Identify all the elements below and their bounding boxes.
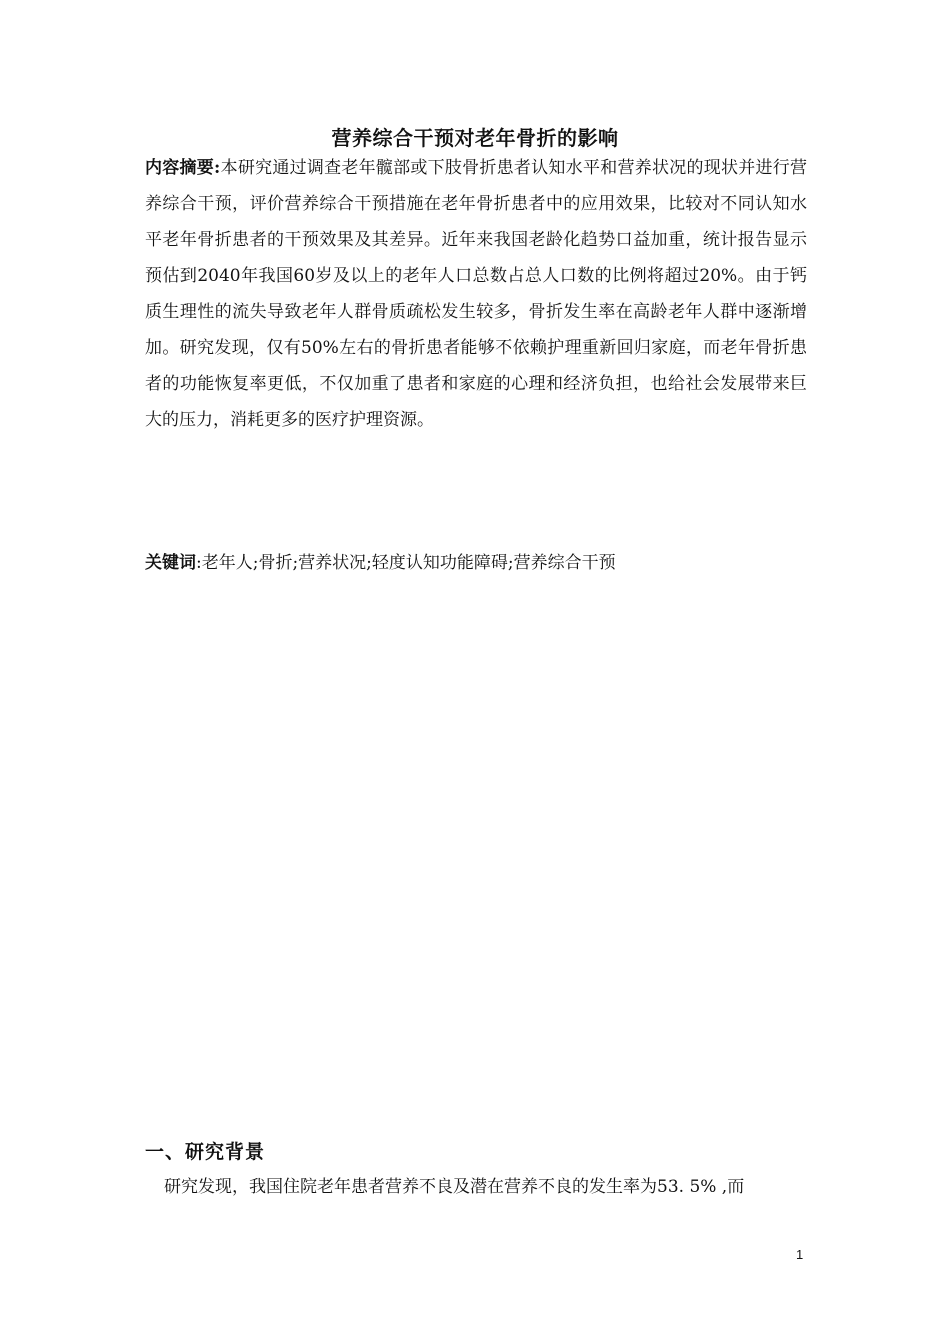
keywords-line bbox=[145, 545, 807, 581]
section-heading: 一、研究背景 bbox=[145, 1141, 266, 1163]
keywords-text: :老年人;骨折;营养状况;轻度认知功能障碍;营养综合干预 bbox=[196, 553, 616, 573]
keywords-label: 关键词 bbox=[145, 553, 196, 573]
abstract-paragraph bbox=[145, 150, 807, 438]
page-number: 1 bbox=[796, 1247, 804, 1262]
abstract-text: 本研究通过调查老年髋部或下肢骨折患者认知水平和营养状况的现状并进行营养综合干预，评价营养综合干预措施在老年骨折患者中的应用效果，比较对不同认知水平老年骨折患者的干预效果及其差异。近年来我国老龄化趋势口益加重，统计报告显示预估到2040年我国60岁及以上的老年人口总数占总人口数的比例将超过20%。由于钙质生理性的流失导致老年人群骨质疏松发生较多，骨折发生率在高龄老年人群中逐渐增加。研究发现，仅有50%左右的骨折患者能够不依赖护理重新回归家庭，而老年骨折患者的功能恢复率更低，不仅加重了患者和家庭的心理和经济负担，也给社会发展带来巨大的压力，消耗更多的医疗护理资源。 bbox=[145, 158, 808, 430]
abstract-separator: : bbox=[214, 158, 221, 178]
document-title: 营养综合干预对老年骨折的影响 bbox=[331, 126, 619, 150]
abstract-label: 内容摘要 bbox=[145, 158, 215, 178]
section-body-text: 研究发现，我国住院老年患者营养不良及潜在营养不良的发生率为53. 5% ,而 bbox=[164, 1177, 745, 1197]
